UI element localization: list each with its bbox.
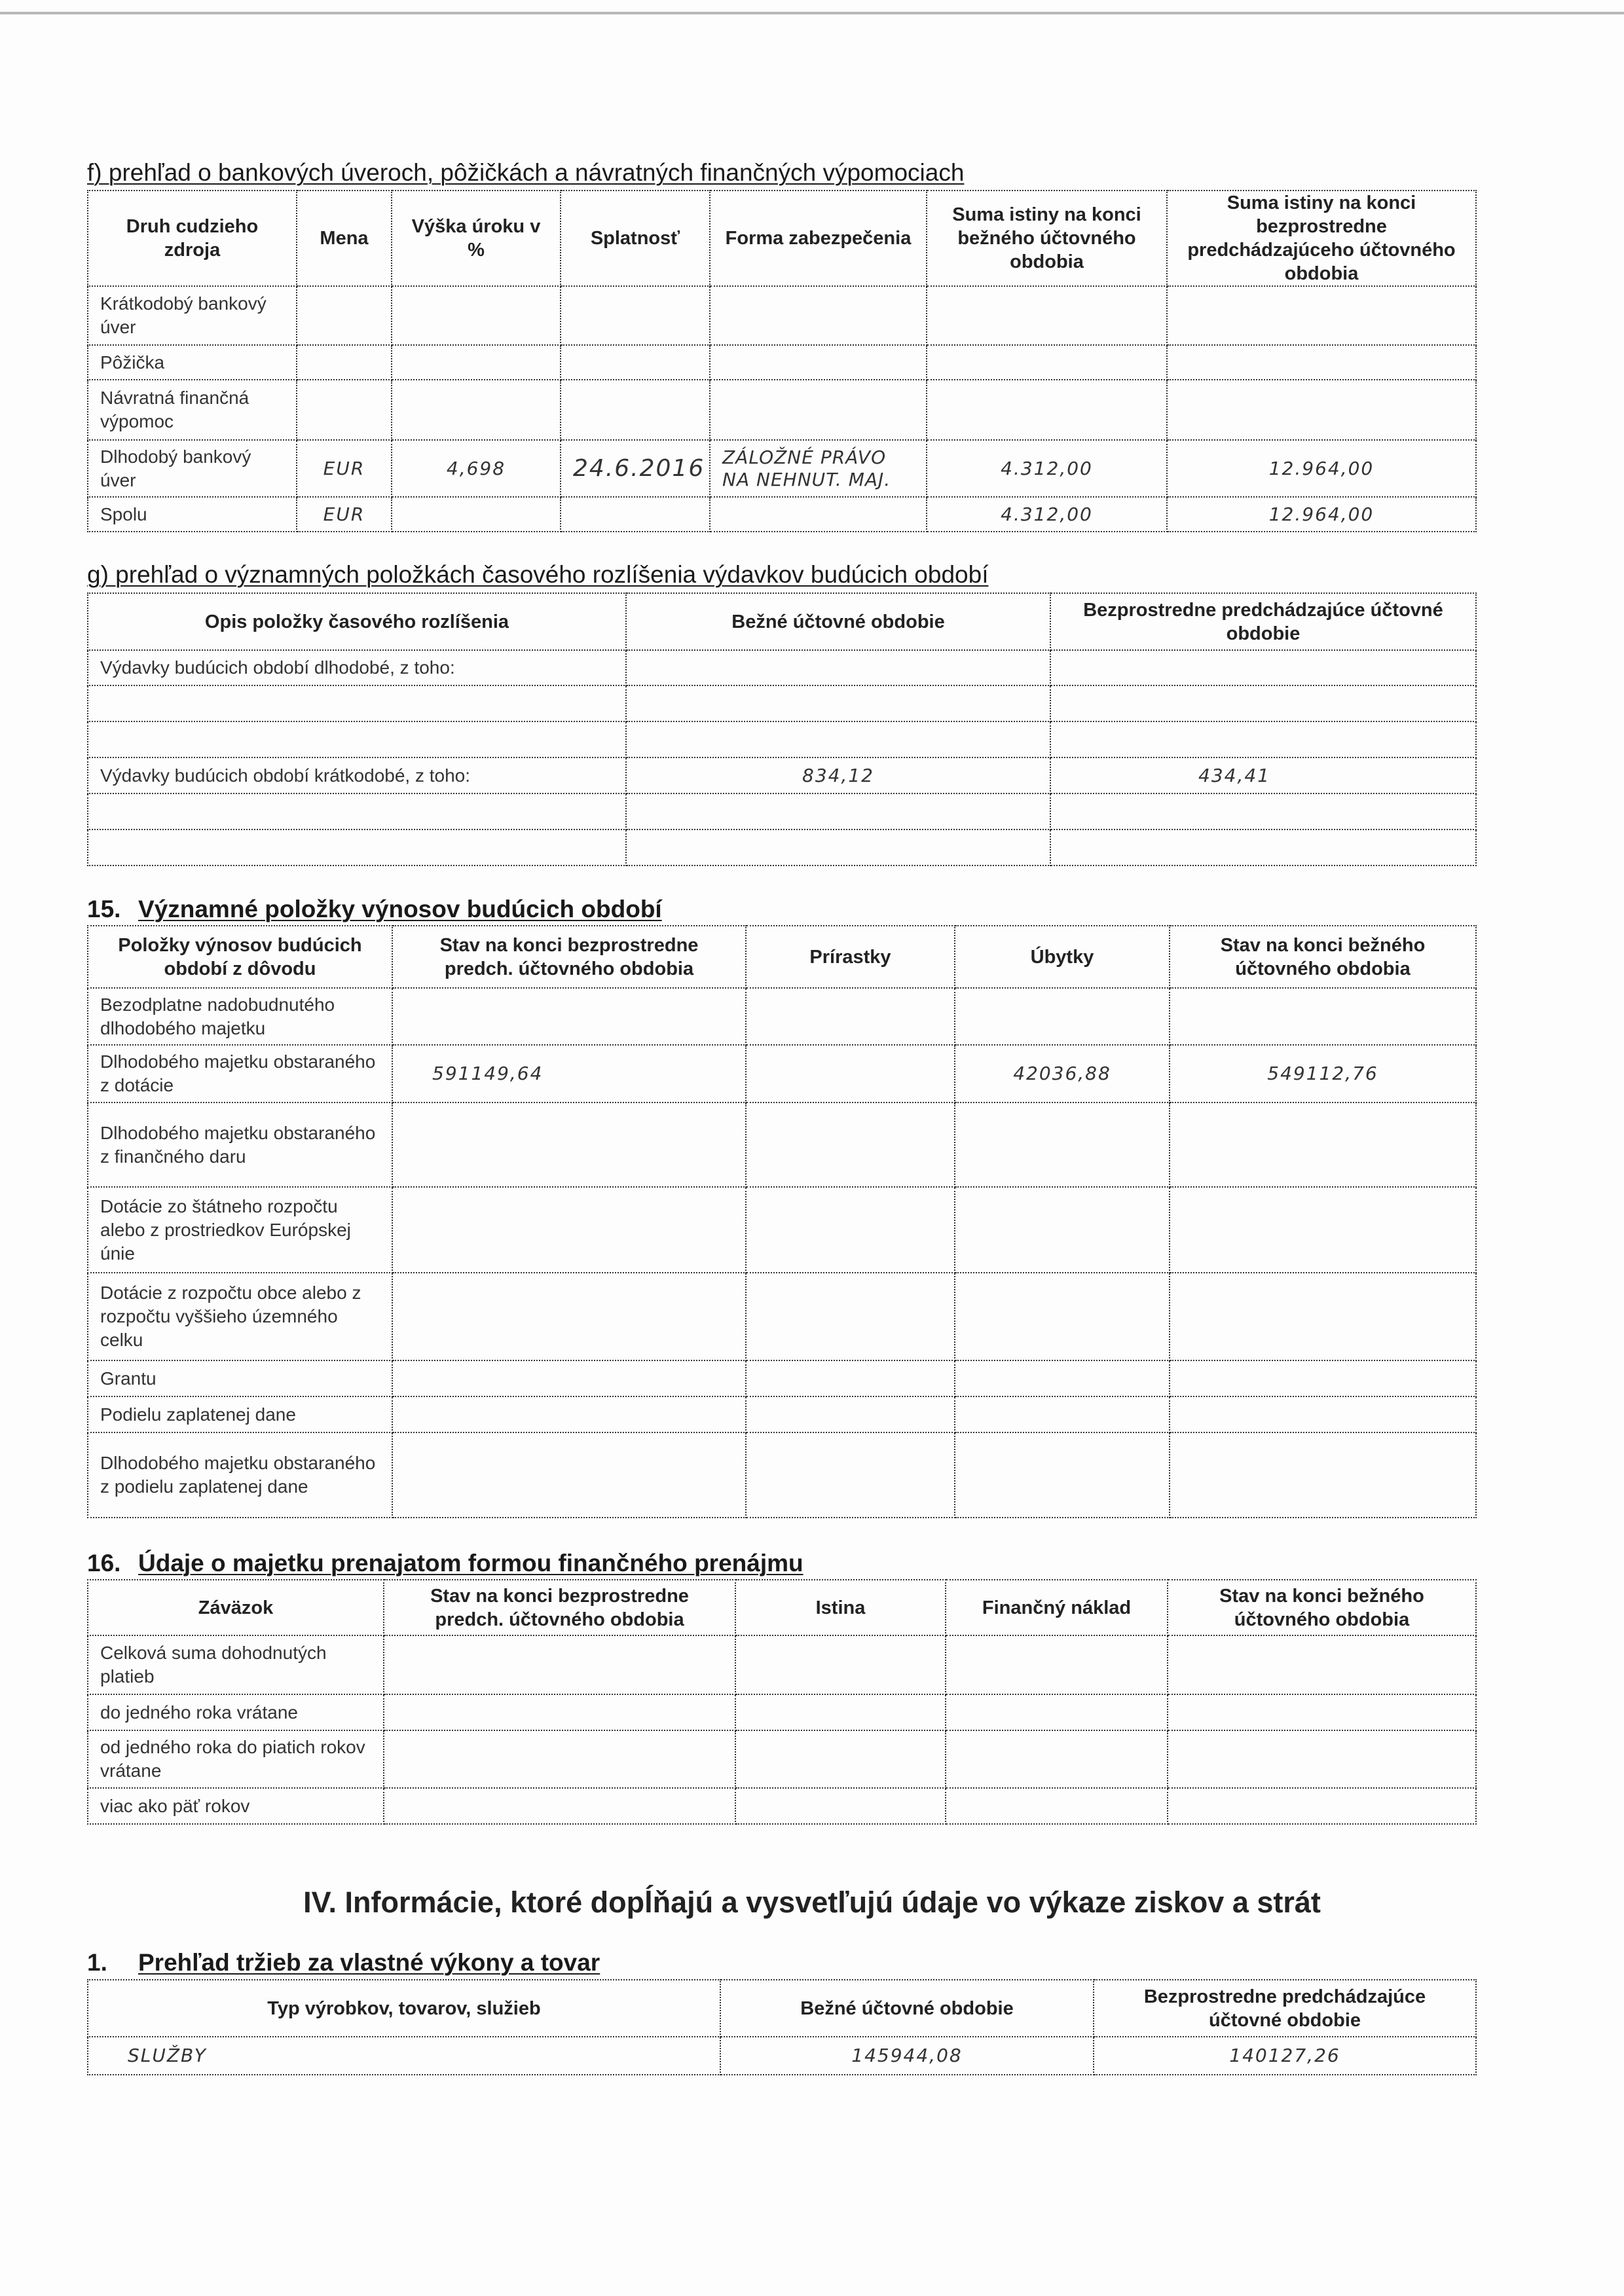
cell-prirastky (746, 1360, 955, 1396)
table-row (88, 721, 1476, 757)
cell-urok (392, 286, 561, 345)
cell-bezne (1170, 1396, 1476, 1432)
cell-predch (392, 1432, 746, 1518)
row-label: Krátkodobý bankový úver (88, 286, 297, 345)
cell-ubytky (955, 988, 1170, 1045)
table-row (88, 757, 1476, 793)
cell-ubytky (955, 1102, 1170, 1187)
col-header-urok: Výška úroku v % (392, 191, 561, 286)
row-label (88, 685, 626, 721)
cell-bezne (927, 345, 1167, 380)
cell-bezne: 4.312,00 (927, 440, 1167, 497)
cell-bezne (626, 829, 1050, 866)
cell-prirastky (746, 1045, 955, 1102)
row-label: Dlhodobého majetku obstaraného z dotácie (88, 1045, 392, 1102)
cell-forma (710, 497, 927, 532)
cell-bezne (1170, 1102, 1476, 1187)
cell-forma (710, 286, 927, 345)
col-header-financny-naklad: Finančný náklad (946, 1580, 1168, 1635)
cell-prirastky (746, 1187, 955, 1273)
cell-predch (1050, 721, 1476, 757)
cell-ubytky: 42036,88 (955, 1045, 1170, 1102)
col-header-bezne: Stav na konci bežného účtovného obdobia (1170, 926, 1476, 988)
table-row (88, 1788, 1476, 1824)
table-row (88, 1694, 1476, 1730)
row-label: do jedného roka vrátane (88, 1694, 384, 1730)
row-label: Grantu (88, 1360, 392, 1396)
cell-bezne (626, 650, 1050, 685)
cell-bezne: 4.312,00 (927, 497, 1167, 532)
cell-ubytky (955, 1360, 1170, 1396)
cell-urok (392, 380, 561, 440)
row-label: Výdavky budúcich období dlhodobé, z toho: (88, 650, 626, 685)
cell-mena: EUR (297, 440, 392, 497)
cell-bezne (927, 286, 1167, 345)
cell-predch (1050, 829, 1476, 866)
col-header-istina: Istina (735, 1580, 946, 1635)
cell-splatnost (561, 497, 710, 532)
cell-predch (392, 1102, 746, 1187)
cell-splatnost (561, 380, 710, 440)
section-f-title: f) prehľad o bankových úveroch, pôžičkách a návratných finančných výpomociach (87, 159, 965, 186)
cell-urok (392, 497, 561, 532)
cell-predch (392, 988, 746, 1045)
cell-ubytky (955, 1432, 1170, 1518)
col-header-splatnost: Splatnosť (561, 191, 710, 286)
cell-prirastky (746, 1396, 955, 1432)
table-row (88, 1102, 1476, 1187)
table-finance-lease (87, 1579, 1477, 1825)
cell-predch (1050, 793, 1476, 829)
cell-predch (392, 1187, 746, 1273)
table-row (88, 829, 1476, 866)
cell-ubytky (955, 1187, 1170, 1273)
cell-prirastky (746, 1273, 955, 1360)
cell-bezne (1170, 1187, 1476, 1273)
row-label: viac ako päť rokov (88, 1788, 384, 1824)
row-label: Spolu (88, 497, 297, 532)
cell-bezne (1170, 1360, 1476, 1396)
table-row (88, 1730, 1476, 1788)
row-label (88, 829, 626, 866)
table-row (88, 793, 1476, 829)
table-row (88, 345, 1476, 380)
cell-urok (392, 345, 561, 380)
col-header-bezne: Suma istiny na konci bežného účtovného obdobia (927, 191, 1167, 286)
col-header-bezne: Bežné účtovné obdobie (626, 593, 1050, 650)
cell-predch: 12.964,00 (1167, 440, 1476, 497)
section-iv-1-title: 1. Prehľad tržieb za vlastné výkony a tovar (87, 1949, 600, 1976)
cell-predch: 434,41 (1050, 757, 1476, 793)
col-header-predch: Bezprostredne predchádzajúce účtovné obdobie (1094, 1980, 1476, 2037)
cell-bezne (626, 793, 1050, 829)
col-header-predch: Stav na konci bezprostredne predch. účtovného obdobia (384, 1580, 735, 1635)
col-header-predch: Suma istiny na konci bezprostredne predchádzajúceho účtovného obdobia (1167, 191, 1476, 286)
col-header-druh: Druh cudzieho zdroja (88, 191, 297, 286)
col-header-ubytky: Úbytky (955, 926, 1170, 988)
row-label: Výdavky budúcich období krátkodobé, z toho: (88, 757, 626, 793)
cell-bezne (626, 685, 1050, 721)
cell-splatnost (561, 286, 710, 345)
table-row (88, 1273, 1476, 1360)
col-header-prirastky: Prírastky (746, 926, 955, 988)
cell-predch (1167, 380, 1476, 440)
section-16-title: 16. Údaje o majetku prenajatom formou finančného prenájmu (87, 1550, 803, 1576)
cell-mena (297, 345, 392, 380)
row-label: Podielu zaplatenej dane (88, 1396, 392, 1432)
table-revenue (87, 1979, 1477, 2075)
cell-splatnost: 24.6.2016 (561, 440, 710, 497)
row-label: Celková suma dohodnutých platieb (88, 1635, 384, 1694)
table-row (88, 1045, 1476, 1102)
row-label (88, 721, 626, 757)
cell-bezne (1170, 1432, 1476, 1518)
cell-urok: 4,698 (392, 440, 561, 497)
cell-forma: ZÁLOŽNÉ PRÁVO NA NEHNUT. MAJ. (710, 440, 927, 497)
cell-bezne: 549112,76 (1170, 1045, 1476, 1102)
cell-predch (1050, 685, 1476, 721)
section-g-title: g) prehľad o významných položkách časového rozlíšenia výdavkov budúcich období (87, 561, 989, 588)
table-row (88, 1360, 1476, 1396)
cell-mena (297, 286, 392, 345)
row-label (88, 793, 626, 829)
table-row (88, 1187, 1476, 1273)
table-deferred-expenses (87, 592, 1477, 866)
col-header-mena: Mena (297, 191, 392, 286)
scan-edge (0, 12, 1624, 14)
cell-predch (392, 1360, 746, 1396)
col-header-zavazok: Záväzok (88, 1580, 384, 1635)
table-row (88, 1396, 1476, 1432)
table-row (88, 2037, 1476, 2075)
table-deferred-income (87, 925, 1477, 1518)
cell-typ: SLUŽBY (88, 2037, 720, 2075)
cell-predch (1167, 345, 1476, 380)
row-label: Dotácie z rozpočtu obce alebo z rozpočtu vyššieho územného celku (88, 1273, 392, 1360)
cell-forma (710, 345, 927, 380)
table-row (88, 1635, 1476, 1694)
section-15-title: 15. Významné položky výnosov budúcich období (87, 896, 662, 922)
table-row (88, 685, 1476, 721)
row-label: Pôžička (88, 345, 297, 380)
col-header-forma: Forma zabezpečenia (710, 191, 927, 286)
col-header-polozky: Položky výnosov budúcich období z dôvodu (88, 926, 392, 988)
col-header-bezne: Stav na konci bežného účtovného obdobia (1168, 1580, 1476, 1635)
row-label: Dlhodobého majetku obstaraného z podielu zaplatenej dane (88, 1432, 392, 1518)
table-row (88, 380, 1476, 440)
table-row-total (88, 497, 1476, 532)
cell-predch: 12.964,00 (1167, 497, 1476, 532)
cell-forma (710, 380, 927, 440)
cell-bezne (1170, 988, 1476, 1045)
cell-bezne (927, 380, 1167, 440)
cell-mena: EUR (297, 497, 392, 532)
col-header-opis: Opis položky časového rozlíšenia (88, 593, 626, 650)
col-header-typ: Typ výrobkov, tovarov, služieb (88, 1980, 720, 2037)
cell-prirastky (746, 1102, 955, 1187)
row-label: Dotácie zo štátneho rozpočtu alebo z prostriedkov Európskej únie (88, 1187, 392, 1273)
col-header-bezne: Bežné účtovné obdobie (720, 1980, 1094, 2037)
section-iv-heading: IV. Informácie, ktoré dopĺňajú a vysvetľujú údaje vo výkaze ziskov a strát (303, 1886, 1321, 1919)
cell-predch (1050, 650, 1476, 685)
row-label: Návratná finančná výpomoc (88, 380, 297, 440)
row-label: Dlhodobý bankový úver (88, 440, 297, 497)
col-header-predch: Bezprostredne predchádzajúce účtovné obdobie (1050, 593, 1476, 650)
cell-bezne: 145944,08 (720, 2037, 1094, 2075)
table-row (88, 286, 1476, 345)
cell-predch: 140127,26 (1094, 2037, 1476, 2075)
cell-predch (392, 1396, 746, 1432)
cell-prirastky (746, 1432, 955, 1518)
table-row (88, 440, 1476, 497)
cell-predch (1167, 286, 1476, 345)
cell-splatnost (561, 345, 710, 380)
table-row (88, 988, 1476, 1045)
table-bank-loans (87, 190, 1477, 532)
cell-predch: 591149,64 (392, 1045, 746, 1102)
cell-ubytky (955, 1273, 1170, 1360)
row-label: od jedného roka do piatich rokov vrátane (88, 1730, 384, 1788)
table-row (88, 1432, 1476, 1518)
row-label: Bezodplatne nadobudnutého dlhodobého majetku (88, 988, 392, 1045)
cell-bezne (1170, 1273, 1476, 1360)
col-header-predch: Stav na konci bezprostredne predch. účtovného obdobia (392, 926, 746, 988)
table-row (88, 650, 1476, 685)
cell-bezne: 834,12 (626, 757, 1050, 793)
cell-predch (392, 1273, 746, 1360)
cell-ubytky (955, 1396, 1170, 1432)
row-label: Dlhodobého majetku obstaraného z finančného daru (88, 1102, 392, 1187)
cell-prirastky (746, 988, 955, 1045)
cell-mena (297, 380, 392, 440)
cell-bezne (626, 721, 1050, 757)
